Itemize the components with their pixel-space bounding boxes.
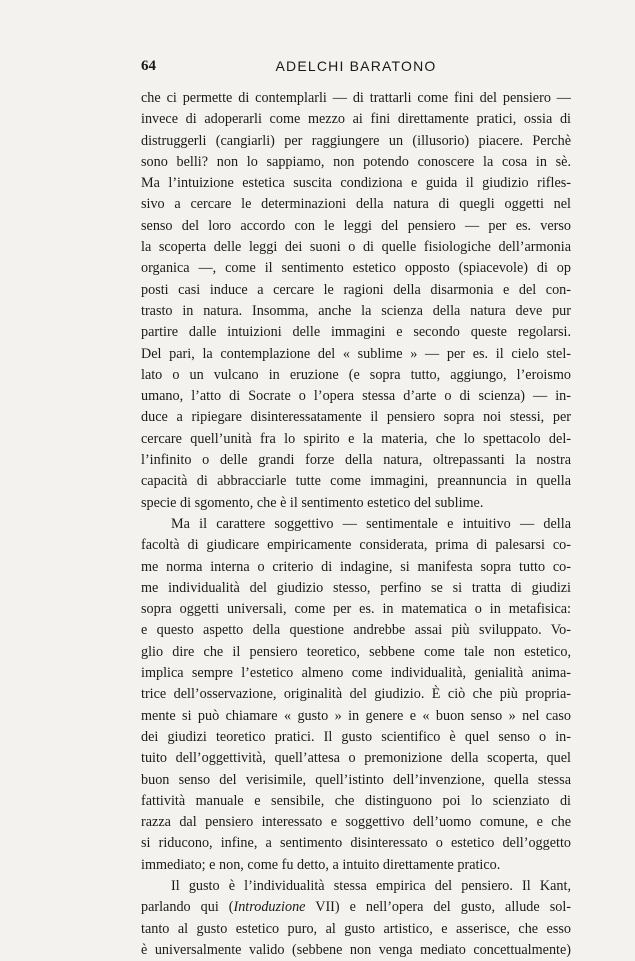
text-line: tuito dell’oggettività, quell’attesa o premonizione della scoperta, quel <box>141 750 571 767</box>
italic-title: Introduzione <box>233 899 306 916</box>
body-text <box>141 88 571 961</box>
text-line: Ma l’intuizione estetica suscita condiziona e guida il giudizio rifles- <box>141 175 571 192</box>
text-line: sopra oggetti universali, come per es. in matematica o in metafisica: <box>141 601 571 618</box>
text-line: tanto al gusto estetico puro, al gusto artistico, e asserisce, che esso <box>141 920 571 937</box>
text-line: glio dire che il pensiero teoretico, sebbene come tale non estetico, <box>141 643 571 660</box>
text-line: è universalmente valido (sebbene non venga mediato concettualmente) <box>141 941 571 958</box>
text-line: duce a ripiegare disinteressatamente il pensiero sopra noi stessi, per <box>141 409 571 426</box>
text-line: organica —, come il sentimento estetico opposto (spiacevole) di op <box>141 260 571 277</box>
page-header <box>141 58 571 80</box>
text-line <box>141 897 571 918</box>
text-line: dei giudizi teoretico pratici. Il gusto scientifico è quel senso o in- <box>141 728 571 745</box>
text-line: facoltà di giudicare empiricamente considerata, prima di palesarsi co- <box>141 537 571 554</box>
text-line: la scoperta delle leggi dei suoni o di quelle fisiologiche dell’armonia <box>141 239 571 256</box>
text-line: cercare quell’unità fra lo spirito e la materia, che lo spettacolo del- <box>141 430 571 447</box>
text-line: l’infinito o delle grandi forze della natura, oltrepassanti la nostra <box>141 452 571 469</box>
text-line: Del pari, la contemplazione del « sublime » — per es. il cielo stel- <box>141 345 571 362</box>
text-line: Ma il carattere soggettivo — sentimentale e intuitivo — della <box>171 515 571 532</box>
text-line: capacità di abbracciarle tutte come immagini, preannuncia in quella <box>141 473 571 490</box>
text-line: sivo a cercare le determinazioni della natura di quegli oggetti nel <box>141 196 571 213</box>
text-line: fattività manuale e sensibile, che distinguono poi lo scienziato di <box>141 792 571 809</box>
text-line: trasto in natura. Insomma, anche la scienza della natura deve pur <box>141 302 571 319</box>
text-line: me norma interna o criterio di indagine, si manifesta sopra tutto co- <box>141 558 571 575</box>
text-line: senso del loro accordo con le leggi del pensiero — per es. verso <box>141 217 571 234</box>
text-line: mente si può chiamare « gusto » in genere e « buon senso » nel caso <box>141 707 571 724</box>
text-line: sono belli? non lo sappiamo, non potendo conoscere la cosa in sè. <box>141 153 571 170</box>
text-line: che ci permette di contemplarli — di trattarli come fini del pensiero — <box>141 90 571 106</box>
text-line: trice dell’osservazione, originalità del giudizio. È ciò che più propria- <box>141 686 571 703</box>
text-line: umano, l’atto di Socrate o l’opera stessa d’arte o di scienza) — in- <box>141 388 571 405</box>
text-line: implica sempre l’estetico almeno come individualità, genialità anima- <box>141 665 571 682</box>
text-line: lato o un vulcano in eruzione (e sopra tutto, aggiungo, l’eroismo <box>141 366 571 383</box>
text-line: e questo aspetto della questione andrebbe assai più sviluppato. Vo- <box>141 622 571 639</box>
text-line: posti casi induce a cercare le ragioni della disarmonia e del con- <box>141 281 571 298</box>
text-line: me individualità del giudizio stesso, perfino se si tratta di giudizi <box>141 579 571 596</box>
text-line: partire dalle intuizioni delle immagini e secondo queste regolarsi. <box>141 324 571 341</box>
text-line: buon senso del verisimile, quell’istinto dell’invenzione, quella stessa <box>141 771 571 788</box>
text-line: razza dal pensiero interessato e soggettivo dell’uomo comune, e che <box>141 814 571 831</box>
text-span: VII) e nell’opera del gusto, allude sol- <box>305 899 571 916</box>
text-line: distruggerli (cangiarli) per raggiungere un (illusorio) piacere. Perchè <box>141 132 571 149</box>
text-line: specie di sgomento, che è il sentimento estetico del sublime. <box>141 494 484 511</box>
text-span: parlando qui ( <box>141 899 234 916</box>
running-head: ADELCHI BARATONO <box>275 58 437 74</box>
page-number: 64 <box>141 58 156 74</box>
text-line: si riducono, infine, a sentimento disinteressato o estetico dell’oggetto <box>141 835 571 852</box>
text-line: immediato; e non, come fu detto, a intuito direttamente pratico. <box>141 856 501 873</box>
text-line: Il gusto è l’individualità stessa empirica del pensiero. Il Kant, <box>171 877 571 894</box>
text-line: invece di adoperarli come mezzo ai fini direttamente pratici, ossia di <box>141 111 571 128</box>
